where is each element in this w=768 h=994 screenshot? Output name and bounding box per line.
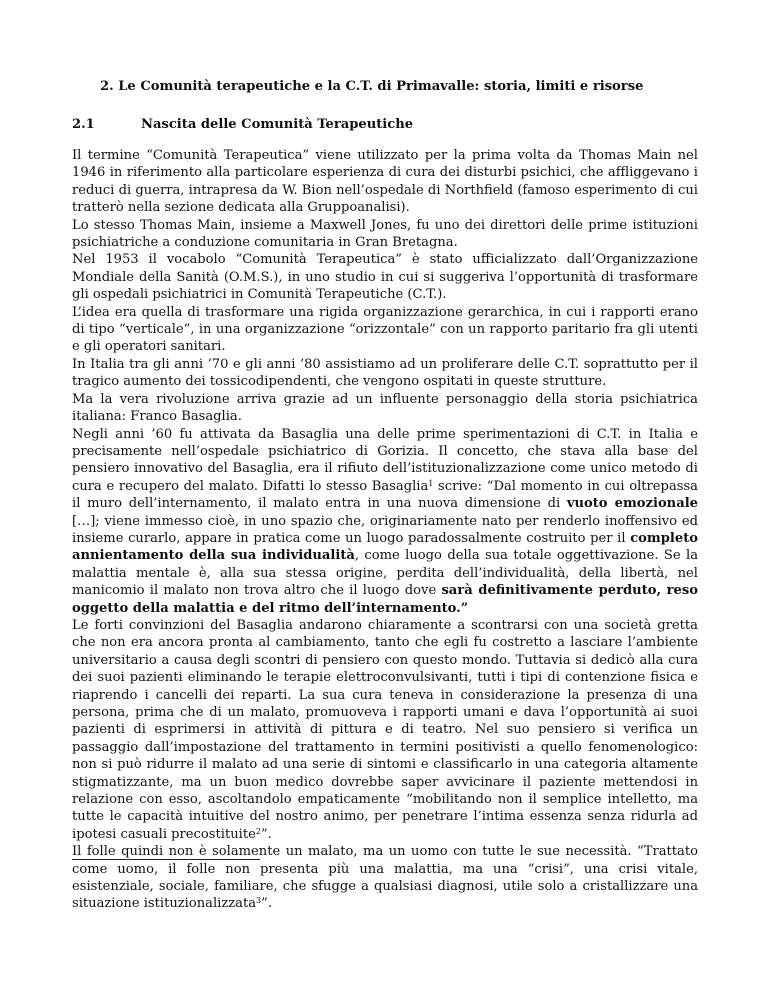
paragraph-1: Il termine “Comunità Terapeutica” viene utilizzato per la prima volta da Thomas Main nel 1946 in riferimento alla particolare esperienza di cura dei disturbi psichici, che affliggevano i reduci di guerra, intrapresa da W. Bion nell’ospedale di Northfield (famoso esperimento di cui tratterò nella sezione dedicata alla Gruppoanalisi).	[72, 148, 698, 216]
paragraph-4: L’idea era quella di trasformare una rigida organizzazione gerarchica, in cui i rapporti erano di tipo “verticale”, in una organizzazione “orizzontale” con un rapporto paritario fra gli utenti e gli operatori sanitari.	[72, 304, 698, 355]
text-run: […]; viene immesso cioè, in uno spazio che, originariamente nato per renderlo inoffensivo ed insieme curarlo, appare in pratica come un luogo paradossalmente costruito per il	[72, 513, 698, 546]
footnote-marker-2[interactable]: 2	[255, 826, 261, 836]
footnote-marker-1[interactable]: 1	[428, 478, 434, 488]
paragraph-8	[72, 617, 698, 843]
text-run: Le forti convinzioni del Basaglia andarono chiaramente a scontrarsi con una società gretta che non era ancora pronta al cambiamento, tanto che egli fu costretto a lasciare l’ambiente universitario a causa degli scontri di pensiero con questo mondo. Tuttavia si dedicò alla cura dei suoi pazienti eliminando le terapie elettroconvulsivanti, tutti i tipi di contenzione fisica e riaprendo i cancelli dei reparti. La sua cura teneva in considerazione la presenza di una persona, prima che di un malato, promuoveva i rapporti umani e dava l’opportunità ai suoi pazienti di esprimersi in attività di pittura e di teatro. Nel suo pensiero si verifica un passaggio dall’impostazione del trattamento in termini positivisti a quello fenomenologico: non si può ridurre il malato ad una serie di sintomi e classificarlo in una categoria altamente stigmatizzante, ma un buon medico dovrebbe saper avvicinare il paziente mettendosi in relazione con esso, ascoltandolo empaticamente “mobilitando non il semplice intelletto, ma tutte le capacità intuitive del nostro animo, per penetrare l’intima essenza senza ridurla ad ipotesi casuali precostituite	[72, 617, 698, 842]
subsection-number: 2.1	[72, 117, 95, 132]
text-run: Il folle quindi non è solamente un malato, ma un uomo con tutte le sue necessità. “Trattato come uomo, il folle non presenta più una malattia, ma una “crisi”, una crisi vitale, esistenziale, sociale, familiare, che sfugge a qualsiasi diagnosi, utile solo a cristallizzare una situazione istituzionalizzata	[72, 844, 698, 912]
footnote-marker-3[interactable]: 3	[256, 896, 262, 906]
text-run: , come luogo della sua totale oggettivazione. Se la malattia mentale è, alla sua stessa origine, perdita dell’individualità, della libertà, nel manicomio il malato non trova altro che il luogo dove	[72, 548, 698, 599]
bold-text: sarà definitivamente perduto, reso oggetto della malattia e del ritmo dell’internamento.”	[72, 583, 698, 616]
body-text	[72, 147, 698, 913]
paragraph-7	[72, 426, 698, 617]
paragraph-2: Lo stesso Thomas Main, insieme a Maxwell Jones, fu uno dei direttori delle prime istituzioni psichiatriche a conduzione comunitaria in Gran Bretagna.	[72, 217, 698, 251]
subsection-heading	[72, 116, 413, 133]
paragraph-9	[72, 843, 698, 913]
text-run: Negli anni ’60 fu attivata da Basaglia una delle prime sperimentazioni di C.T. in Italia e precisamente nell’ospedale psichiatrico di Gorizia. Il concetto, che stava alla base del pensiero innovativo del Basaglia, era il rifiuto dell’istituzionalizzazione come unico metodo di cura e recupero del malato. Difatti lo stesso Basaglia	[72, 426, 698, 494]
paragraph-6: Ma la vera rivoluzione arriva grazie ad un influente personaggio della storia psichiatrica italiana: Franco Basaglia.	[72, 391, 698, 425]
footnote-separator	[72, 859, 260, 860]
text-run: ”.	[261, 896, 272, 912]
text-run: scrive: “Dal momento in cui oltrepassa il muro dell’internamento, il malato entra in una nuova dimensione di	[72, 478, 698, 512]
paragraph-5: In Italia tra gli anni ’70 e gli anni ’80 assistiamo ad un proliferare delle C.T. soprattutto per il tragico aumento dei tossicodipendenti, che vengono ospitati in queste strutture.	[72, 356, 698, 390]
subsection-title: Nascita delle Comunità Terapeutiche	[141, 117, 414, 132]
bold-text: vuoto emozionale	[566, 496, 698, 512]
section-heading: 2. Le Comunità terapeutiche e la C.T. di Primavalle: storia, limiti e risorse	[100, 79, 644, 94]
bold-text: completo annientamento della sua individualità	[72, 530, 698, 564]
text-run: ”.	[260, 826, 272, 842]
paragraph-3: Nel 1953 il vocabolo “Comunità Terapeutica” è stato ufficializzato dall’Organizzazione Mondiale della Sanità (O.M.S.), in uno studio in cui si suggeriva l’opportunità di trasformare gli ospedali psichiatrici in Comunità Terapeutiche (C.T.).	[72, 252, 698, 303]
